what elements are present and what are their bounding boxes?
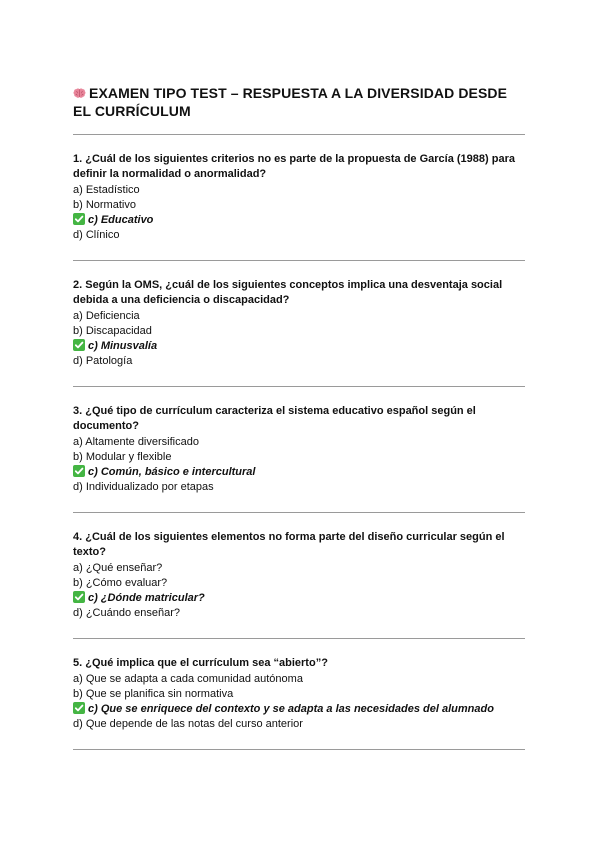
- option-label: d) Que depende de las notas del curso anterior: [73, 718, 303, 730]
- question-divider: [73, 638, 525, 639]
- question-2: [73, 278, 525, 387]
- answer-option: [73, 228, 525, 243]
- answer-option: [73, 198, 525, 213]
- correct-answer-option: [73, 465, 525, 480]
- check-mark-icon: [73, 465, 85, 477]
- correct-answer-option: [73, 213, 525, 228]
- page-title: [73, 84, 525, 120]
- question-1: [73, 152, 525, 261]
- answer-option: [73, 672, 525, 687]
- correct-answer-option: [73, 591, 525, 606]
- answer-option: [73, 354, 525, 369]
- option-label: a) ¿Qué enseñar?: [73, 562, 163, 574]
- option-label: b) Discapacidad: [73, 325, 152, 337]
- check-mark-icon: [73, 339, 85, 351]
- option-label: c) Educativo: [88, 214, 154, 226]
- option-label: b) Que se planifica sin normativa: [73, 688, 234, 700]
- option-label: a) Deficiencia: [73, 310, 140, 322]
- question-divider: [73, 512, 525, 513]
- option-label: b) Normativo: [73, 199, 136, 211]
- brain-icon: [73, 85, 86, 96]
- answer-option: [73, 576, 525, 591]
- check-mark-icon: [73, 213, 85, 225]
- question-text: 1. ¿Cuál de los siguientes criterios no es parte de la propuesta de García (1988) para definir la normalidad o anormalidad?: [73, 153, 515, 180]
- question-list: [73, 152, 525, 750]
- answer-option: [73, 435, 525, 450]
- option-label: d) ¿Cuándo enseñar?: [73, 607, 181, 619]
- option-label: b) Modular y flexible: [73, 451, 172, 463]
- answer-option: [73, 450, 525, 465]
- correct-answer-option: [73, 702, 525, 717]
- option-label: d) Individualizado por etapas: [73, 481, 214, 493]
- question-divider: [73, 386, 525, 387]
- question-text: 3. ¿Qué tipo de currículum caracteriza el sistema educativo español según el documento?: [73, 405, 476, 432]
- check-mark-icon: [73, 702, 85, 714]
- question-4: [73, 530, 525, 639]
- option-label: c) Que se enriquece del contexto y se adapta a las necesidades del alumnado: [88, 703, 494, 715]
- title-divider: [73, 134, 525, 135]
- option-label: c) Minusvalía: [88, 340, 158, 352]
- answer-option: [73, 183, 525, 198]
- option-label: a) Altamente diversificado: [73, 436, 199, 448]
- answer-option: [73, 324, 525, 339]
- answer-option: [73, 717, 525, 732]
- option-label: d) Clínico: [73, 229, 120, 241]
- question-divider: [73, 260, 525, 261]
- option-label: a) Estadístico: [73, 184, 140, 196]
- check-mark-icon: [73, 591, 85, 603]
- question-divider: [73, 749, 525, 750]
- answer-option: [73, 309, 525, 324]
- question-text: 4. ¿Cuál de los siguientes elementos no forma parte del diseño curricular según el texto?: [73, 531, 505, 558]
- question-5: [73, 656, 525, 750]
- option-label: b) ¿Cómo evaluar?: [73, 577, 168, 589]
- exam-page: [73, 84, 525, 750]
- correct-answer-option: [73, 339, 525, 354]
- answer-option: [73, 687, 525, 702]
- option-label: d) Patología: [73, 355, 133, 367]
- answer-option: [73, 561, 525, 576]
- option-label: c) ¿Dónde matricular?: [88, 592, 205, 604]
- option-label: c) Común, básico e intercultural: [88, 466, 256, 478]
- question-3: [73, 404, 525, 513]
- page-title-text: EXAMEN TIPO TEST – RESPUESTA A LA DIVERSIDAD DESDE EL CURRÍCULUM: [73, 85, 508, 119]
- answer-option: [73, 480, 525, 495]
- answer-option: [73, 606, 525, 621]
- question-text: 2. Según la OMS, ¿cuál de los siguientes conceptos implica una desventaja social debida a una deficiencia o discapacidad?: [73, 279, 503, 306]
- question-text: 5. ¿Qué implica que el currículum sea “abierto”?: [73, 657, 328, 669]
- option-label: a) Que se adapta a cada comunidad autónoma: [73, 673, 303, 685]
